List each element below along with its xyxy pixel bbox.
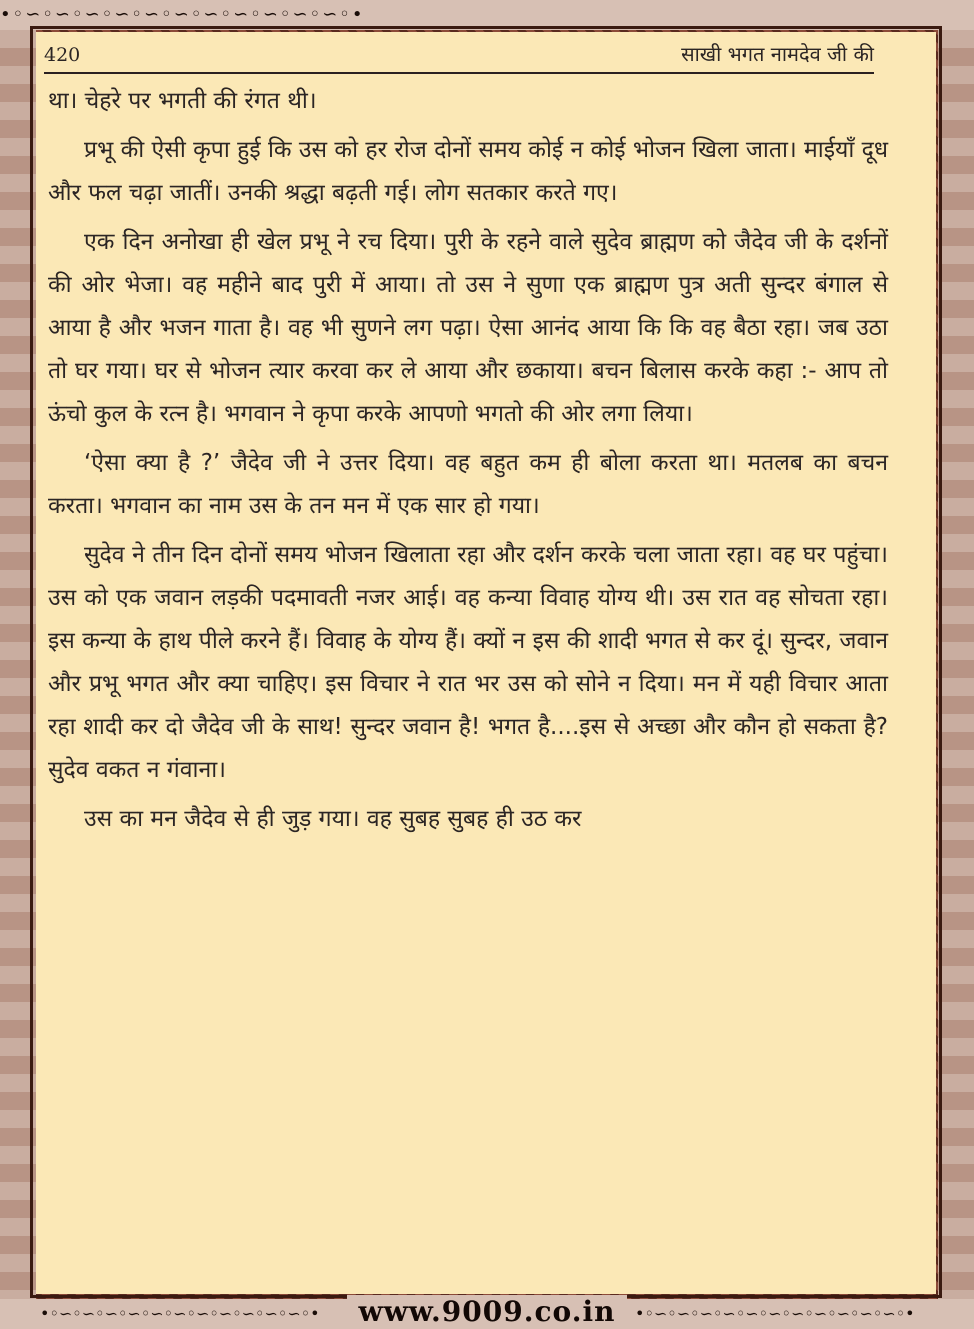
footer-ornament-left: •◦∽◦∽◦∽◦∽◦∽◦∽◦∽◦∽◦∽◦∽◦∽◦•: [40, 1304, 320, 1323]
paragraph: था। चेहरे पर भगती की रंगत थी।: [48, 88, 317, 114]
page-header: [44, 38, 874, 74]
top-ornament-border: •◦∽◦∽◦∽◦∽◦∽◦∽◦∽◦∽◦∽◦∽◦∽◦•: [0, 0, 974, 30]
footer-url-text[interactable]: www.9009.co.in: [347, 1295, 628, 1328]
page-number: 420: [44, 44, 81, 66]
paragraph: उस का मन जैदेव से ही जुड़ गया। वह सुबह सुबह ही उठ कर: [84, 806, 582, 832]
paragraph: सुदेव ने तीन दिन दोनों समय भोजन खिलाता रहा और दर्शन करके चला जाता रहा। वह घर पहुंचा। उस को एक जवान लड़की पदमावती नजर आई। वह कन्या विवाह योग्य थी। उस रात वह सोचता रहा। इस कन्या के हाथ पीले करने हैं। विवाह के योग्य हैं। क्यों न इस की शादी भगत से कर दूं। सुन्दर, जवान और प्रभू भगत और क्या चाहिए। इस विचार ने रात भर उस को सोने न दिया। मन में यही विचार आता रहा शादी कर दो जैदेव जी के साथ! सुन्दर जवान है! भगत है....इस से अच्छा और कौन हो सकता है? सुदेव वकत न गंवाना।: [48, 542, 888, 783]
paragraph: प्रभू की ऐसी कृपा हुई कि उस को हर रोज दोनों समय कोई न कोई भोजन खिला जाता। माईयाँ दूध और फल चढ़ा जातीं। उनकी श्रद्धा बढ़ती गई। लोग सतकार करते गए।: [48, 137, 888, 206]
footer-ornament-right: •◦∽◦∽◦∽◦∽◦∽◦∽◦∽◦∽◦∽◦∽◦∽◦•: [635, 1304, 915, 1323]
paragraph: ‘ऐसा क्या है ?’ जैदेव जी ने उत्तर दिया। वह बहुत कम ही बोला करता था। मतलब का बचन करता। भगवान का नाम उस के तन मन में एक सार हो गया।: [48, 450, 888, 519]
paragraph: एक दिन अनोखा ही खेल प्रभू ने रच दिया। पुरी के रहने वाले सुदेव ब्राह्मण को जैदेव जी के दर्शनों की ओर भेजा। वह महीने बाद पुरी में आया। तो उस ने सुणा एक ब्राह्मण पुत्र अती सुन्दर बंगाल से आया है और भजन गाता है। वह भी सुणने लग पढ़ा। ऐसा आनंद आया कि कि वह बैठा रहा। जब उठा तो घर गया। घर से भोजन त्यार करवा कर ले आया और छकाया। बचन बिलास करके कहा :- आप तो ऊंचो कुल के रत्न है। भगवान ने कृपा करके आपणो भगतो की ओर लगा लिया।: [48, 229, 888, 427]
page-body-text: [48, 80, 888, 847]
right-ornament-border: [938, 30, 974, 1299]
running-title: साखी भगत नामदेव जी की: [681, 42, 874, 66]
